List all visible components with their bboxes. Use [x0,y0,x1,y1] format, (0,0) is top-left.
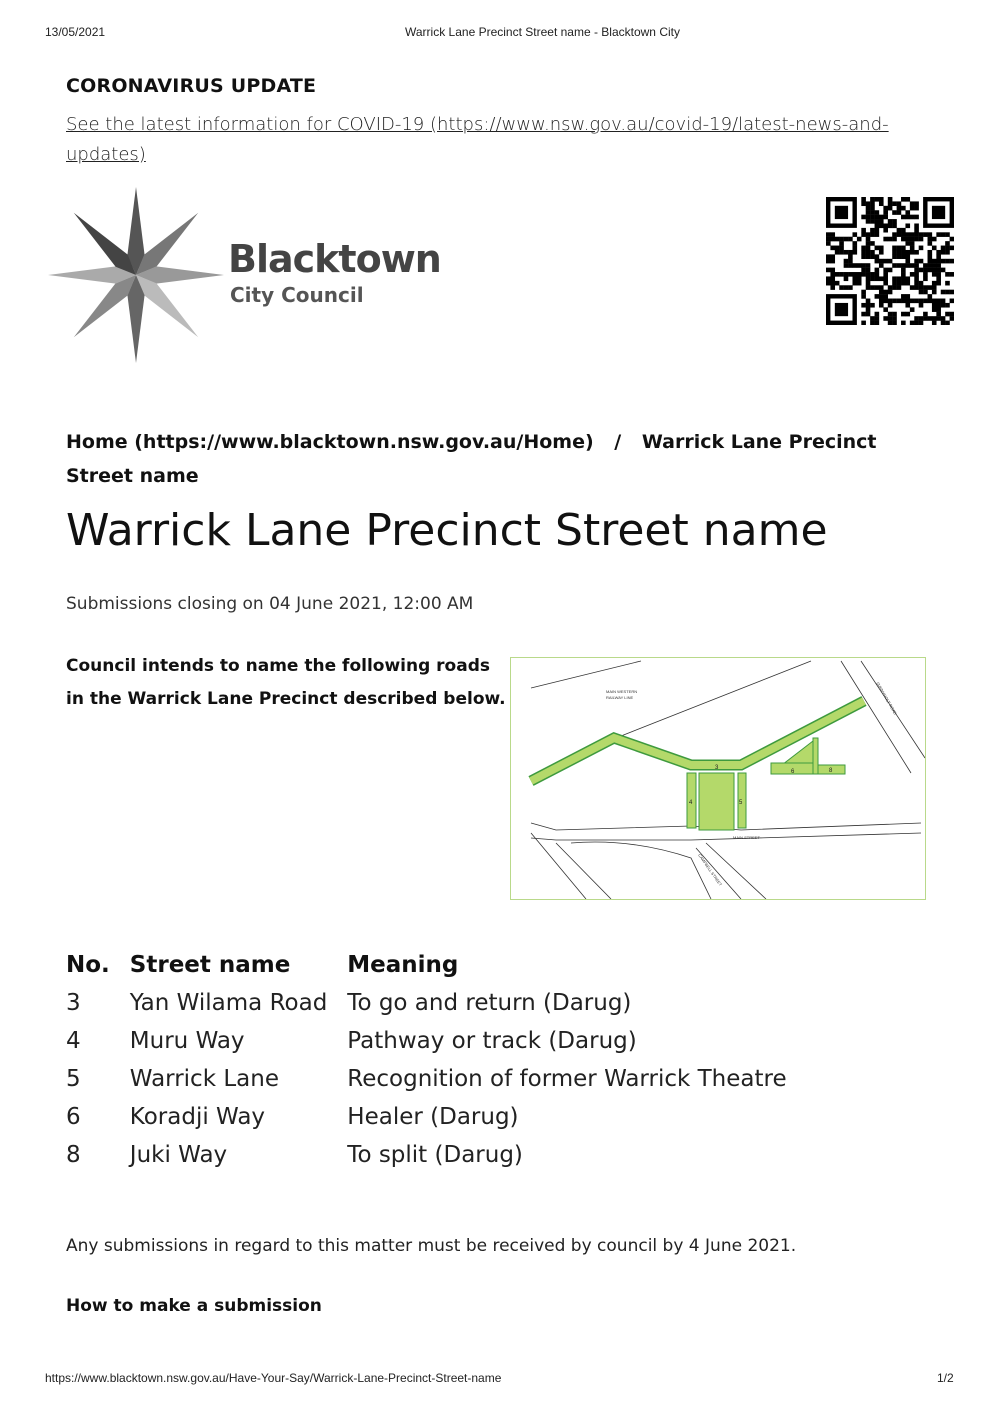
table-row [66,1098,807,1136]
table-row [66,1060,807,1098]
qr-code [826,197,954,325]
map-label-rail: MAIN WESTERN [606,689,638,694]
breadcrumb-current: Warrick Lane Precinct Street name [66,431,877,487]
table-row [66,984,807,1022]
map-num-3: 3 [715,765,719,771]
col-meaning: Meaning [347,952,459,978]
covid-title: CORONAVIRUS UPDATE [66,75,317,97]
map-num-5: 5 [739,800,743,806]
logo-sub: City Council [230,283,364,307]
map-label-sunnyholt: SUNNYHOLT ROAD [875,681,898,716]
cell-no: 4 [66,1028,81,1054]
map-num-6: 6 [791,769,795,775]
breadcrumb [66,425,946,493]
breadcrumb-home[interactable]: Home (https://www.blacktown.nsw.gov.au/Home) [66,431,594,453]
street-names-table [66,946,807,1174]
cell-meaning: Healer (Darug) [347,1104,519,1130]
cell-meaning: To go and return (Darug) [347,990,632,1016]
table-header [66,946,807,984]
closing-date: Submissions closing on 04 June 2021, 12:00 AM [66,594,474,614]
col-no: No. [66,952,110,978]
cell-no: 6 [66,1104,81,1130]
cell-meaning: To split (Darug) [347,1142,523,1168]
cell-street-name: Koradji Way [129,1104,266,1130]
print-date: 13/05/2021 [45,25,106,39]
how-to-heading: How to make a submission [66,1296,322,1316]
cell-meaning: Pathway or track (Darug) [347,1028,637,1054]
logo-name: Blacktown [228,237,441,281]
cell-no: 8 [66,1142,81,1168]
col-street: Street name [129,952,291,978]
intro-text: Council intends to name the following roads in the Warrick Lane Precinct described below. [66,656,506,709]
print-page: 1/2 [937,1371,954,1385]
precinct-map [510,657,926,900]
breadcrumb-sep: / [614,431,622,453]
map-label-rail2: RAILWAY LINE [606,695,634,700]
cell-street-name: Warrick Lane [129,1066,279,1092]
print-title: Warrick Lane Precinct Street name - Blacktown City [405,25,680,39]
cell-no: 5 [66,1066,81,1092]
map-label-main: MAIN STREET [733,835,760,840]
table-row [66,1136,807,1174]
covid-link[interactable]: See the latest information for COVID-19 (https://www.nsw.gov.au/covid-19/latest-news-and-updates) [66,114,889,165]
page-title: Warrick Lane Precinct Street name [66,505,828,556]
table-row [66,1022,807,1060]
star-logo-icon [46,185,226,365]
print-url: https://www.blacktown.nsw.gov.au/Have-Your-Say/Warrick-Lane-Precinct-Street-name [45,1371,502,1385]
map-num-4: 4 [689,800,693,806]
cell-street-name: Yan Wilama Road [129,990,328,1016]
cell-no: 3 [66,990,81,1016]
blacktown-logo[interactable] [46,185,446,365]
cell-street-name: Juki Way [129,1142,228,1168]
submission-note: Any submissions in regard to this matter must be received by council by 4 June 2021. [66,1236,797,1256]
cell-street-name: Muru Way [129,1028,245,1054]
cell-meaning: Recognition of former Warrick Theatre [347,1066,787,1092]
map-label-campbell: CAMPBELL STREET [697,852,724,887]
map-num-8: 8 [829,768,833,774]
